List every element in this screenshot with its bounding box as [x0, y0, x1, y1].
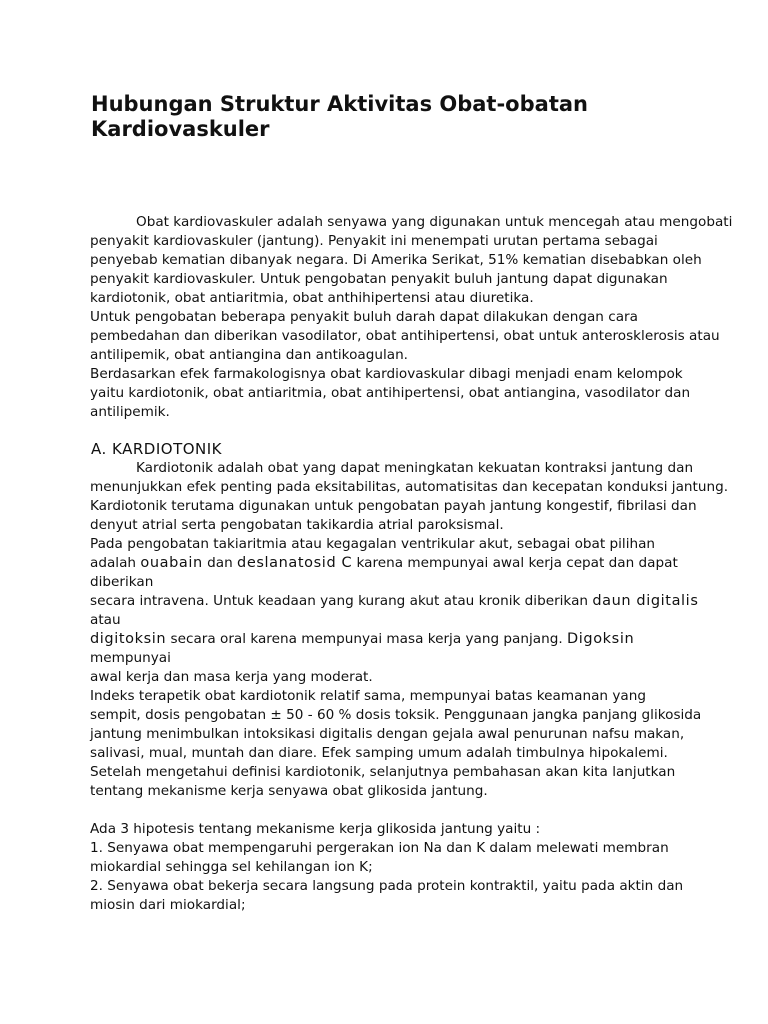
body-line: menunjukkan efek penting pada eksitabilitas, automatisitas dan kecepatan konduksi jantung. [90, 479, 729, 495]
drug-name-digitoksin: digitoksin [90, 631, 167, 647]
body-line: Kardiotonik adalah obat yang dapat meningkatan kekuatan kontraksi jantung dan [136, 460, 694, 476]
intro-line: Obat kardiovaskuler adalah senyawa yang digunakan untuk mencegah atau mengobati [136, 214, 733, 230]
hypothesis-item: 1. Senyawa obat mempengaruhi pergerakan ion Na dan K dalam melewati membran [90, 840, 669, 856]
body-text: dan [202, 555, 238, 571]
section-heading: A. KARDIOTONIK [91, 440, 223, 458]
drug-name-daun-digitalis: daun digitalis [592, 593, 699, 609]
body-line: jantung menimbulkan intoksikasi digitalis dengan gejala awal penurunan nafsu makan, [90, 726, 685, 742]
body-line: Pada pengobatan takiaritmia atau kegagalan ventrikular akut, sebagai obat pilihan [90, 536, 656, 552]
body-line: Setelah mengetahui definisi kardiotonik, selanjutnya pembahasan akan kita lanjutkan [90, 764, 676, 780]
intro-line: penyakit kardiovaskuler (jantung). Penyakit ini menempati urutan pertama sebagai [90, 233, 658, 249]
body-line: mempunyai [90, 650, 171, 666]
body-line [90, 554, 678, 573]
document-title [91, 92, 691, 142]
body-text: secara oral karena mempunyai masa kerja yang panjang. [166, 631, 567, 647]
body-line: denyut atrial serta pengobatan takikardia atrial paroksismal. [90, 517, 504, 533]
body-line: salivasi, mual, muntah dan diare. Efek samping umum adalah timbulnya hipokalemi. [90, 745, 668, 761]
hypothesis-item: miosin dari miokardial; [90, 897, 246, 913]
body-line: awal kerja dan masa kerja yang moderat. [90, 669, 373, 685]
drug-name-ouabain: ouabain [140, 555, 203, 571]
body-line: sempit, dosis pengobatan ± 50 - 60 % dosis toksik. Penggunaan jangka panjang glikosida [90, 707, 702, 723]
intro-line: Berdasarkan efek farmakologisnya obat kardiovaskular dibagi menjadi enam kelompok [90, 366, 683, 382]
title-line-2: Kardiovaskuler [91, 117, 270, 141]
drug-name-deslanatosid: deslanatosid C [237, 555, 353, 571]
intro-line: antilipemik. [90, 404, 170, 420]
body-line: diberikan [90, 574, 154, 590]
hypothesis-item: 2. Senyawa obat bekerja secara langsung pada protein kontraktil, yaitu pada aktin dan [90, 878, 684, 894]
body-line: atau [90, 612, 121, 628]
body-text: karena mempunyai awal kerja cepat dan dapat [352, 555, 678, 571]
body-text: adalah [90, 555, 141, 571]
hypothesis-item: miokardial sehingga sel kehilangan ion K; [90, 859, 373, 875]
intro-line: penyebab kematian dibanyak negara. Di Amerika Serikat, 51% kematian disebabkan oleh [90, 252, 702, 268]
title-line-1: Hubungan Struktur Aktivitas Obat-obatan [91, 92, 588, 116]
drug-name-digoksin: Digoksin [567, 631, 635, 647]
body-line: Indeks terapetik obat kardiotonik relatif sama, mempunyai batas keamanan yang [90, 688, 646, 704]
body-line [90, 630, 634, 649]
intro-line: pembedahan dan diberikan vasodilator, obat antihipertensi, obat untuk anterosklerosis atau [90, 328, 720, 344]
body-line: Kardiotonik terutama digunakan untuk pengobatan payah jantung kongestif, fibrilasi dan [90, 498, 697, 514]
intro-line: Untuk pengobatan beberapa penyakit buluh darah dapat dilakukan dengan cara [90, 309, 638, 325]
intro-line: kardiotonik, obat antiaritmia, obat anthihipertensi atau diuretika. [90, 290, 534, 306]
body-text: secara intravena. Untuk keadaan yang kurang akut atau kronik diberikan [90, 593, 593, 609]
intro-line: yaitu kardiotonik, obat antiaritmia, obat antihipertensi, obat antiangina, vasodilator dan [90, 385, 691, 401]
body-line [90, 592, 698, 611]
body-line: tentang mekanisme kerja senyawa obat glikosida jantung. [90, 783, 488, 799]
intro-line: antilipemik, obat antiangina dan antikoagulan. [90, 347, 408, 363]
hypothesis-intro: Ada 3 hipotesis tentang mekanisme kerja glikosida jantung yaitu : [90, 821, 541, 837]
intro-line: penyakit kardiovaskuler. Untuk pengobatan penyakit buluh jantung dapat digunakan [90, 271, 668, 287]
